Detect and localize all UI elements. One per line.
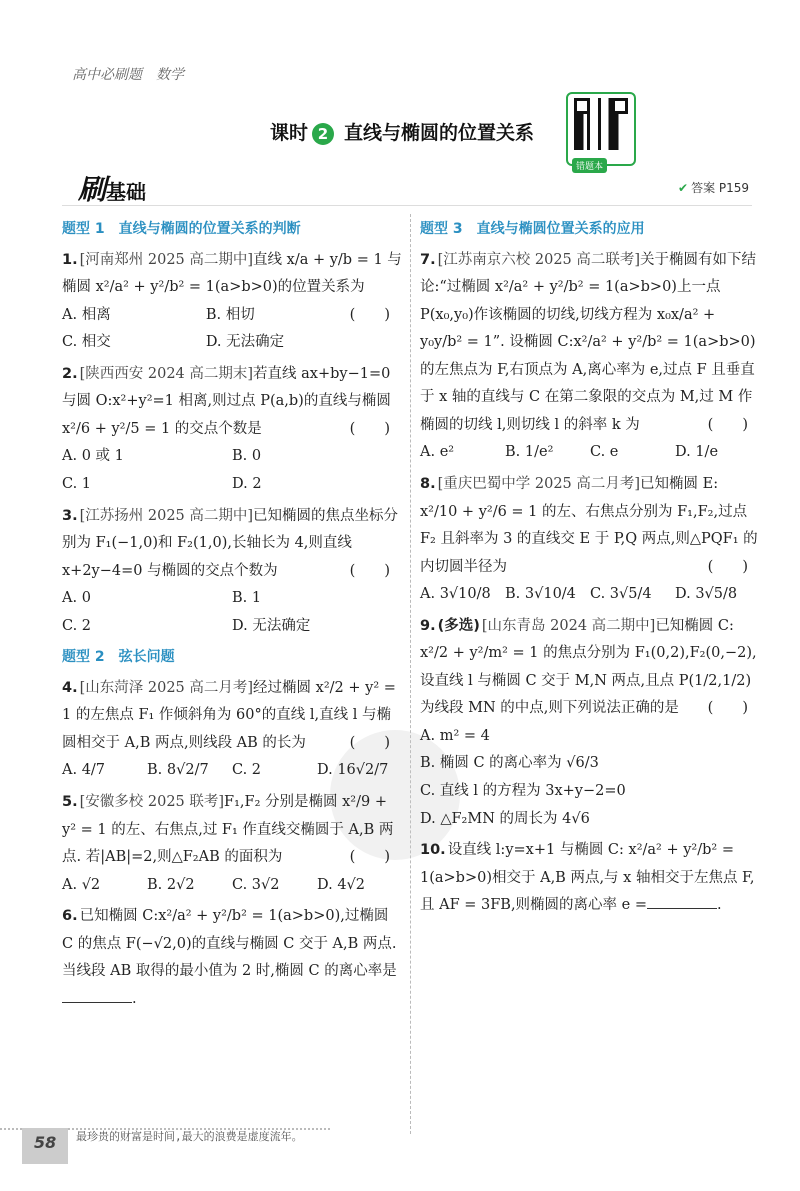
answer-paren: ( )	[349, 306, 390, 323]
option: C. 直线 l 的方程为 3x+y−2=0	[420, 782, 626, 799]
section-heading: 题型 2 弦长问题	[62, 649, 175, 666]
brand-text: 基础	[106, 180, 147, 204]
question-text: 已知椭圆 C:x²/a² + y²/b² = 1(a>b>0),过椭圆 C 的焦点 F(−√2,0)的直线与椭圆 C 交于 A,B 两点. 当线段 AB 取得的最小值为 2 时,椭圆 C 的离心率是	[62, 908, 397, 980]
book-header: 高中必刷题 数学	[72, 67, 184, 83]
option: A. 相离	[62, 306, 111, 323]
footer-motto: 最珍贵的财富是时间,最大的浪费是虚度流年。	[76, 1130, 303, 1143]
options	[62, 585, 402, 640]
option: D. 无法确定	[232, 617, 311, 634]
answer-paren: ( )	[707, 558, 748, 575]
lesson-title	[270, 118, 534, 145]
options	[420, 439, 760, 467]
multi-select-tag: (多选)	[437, 617, 480, 634]
option: C. 1	[62, 475, 92, 492]
option: D. 3√5/8	[675, 586, 738, 603]
option: B. 相切	[205, 306, 255, 323]
question-1	[62, 247, 402, 357]
question-text: 已知椭圆 E: x²/10 + y²/6 = 1 的左、右焦点分别为 F₁,F₂,过点 F₂ 且斜率为 3 的直线交 E 于 P,Q 两点,则△PQF₁ 的内切圆半径为	[420, 475, 758, 575]
right-column	[420, 212, 760, 920]
answer-blank[interactable]	[62, 1002, 132, 1003]
question-text: 若直线 ax+by−1=0 与圆 O:x²+y²=1 相离,则过点 P(a,b)的直线与椭圆 x²/6 + y²/5 = 1 的交点个数是	[62, 365, 391, 437]
answer-paren: ( )	[349, 420, 390, 437]
option: D. 4√2	[317, 876, 366, 893]
answer-reference	[678, 179, 749, 196]
option: B. 8√2/7	[147, 762, 209, 779]
question-source: [山东青岛 2024 高二期中]	[481, 617, 656, 634]
option: D. 16√2/7	[317, 762, 389, 779]
question-text: 已知椭圆 C: x²/2 + y²/m² = 1 的焦点分别为 F₁(0,2),F₂(0,−2),设直线 l 与椭圆 C 交于 M,N 两点,且点 P(1/2,1/2)为线段 MN 的中点,则下列说法正确的是	[420, 617, 757, 717]
option: B. 1	[232, 590, 262, 607]
question-number: 3.	[62, 507, 78, 524]
answer-paren: ( )	[707, 416, 748, 433]
question-number: 6.	[62, 908, 78, 925]
page-number: 58	[34, 1133, 57, 1152]
question-3	[62, 503, 402, 641]
question-2	[62, 361, 402, 499]
option: A. 0 或 1	[62, 448, 124, 465]
question-source: [山东菏泽 2025 高二月考]	[79, 679, 254, 696]
question-text: 已知椭圆的焦点坐标分别为 F₁(−1,0)和 F₂(1,0),长轴长为 4,则直线 x+2y−4=0 与椭圆的交点个数为	[62, 507, 399, 579]
answer-page: 答案 P159	[691, 181, 750, 195]
option: A. 4/7	[62, 762, 106, 779]
option: A. e²	[420, 444, 455, 461]
answer-paren: ( )	[349, 562, 390, 579]
qr-code-icon	[574, 98, 628, 150]
question-10	[420, 837, 760, 920]
question-number: 5.	[62, 794, 78, 811]
question-source: [江苏南京六校 2025 高二联考]	[437, 251, 641, 268]
question-end: .	[132, 990, 137, 1007]
question-4	[62, 675, 402, 785]
qr-label: 错题本	[572, 158, 607, 173]
left-column	[62, 212, 402, 1013]
column-divider	[410, 214, 411, 1134]
question-7	[420, 247, 760, 467]
lesson-name: 直线与椭圆的位置关系	[344, 122, 535, 144]
section-heading: 题型 3 直线与椭圆位置关系的应用	[420, 221, 645, 237]
answer-paren: ( )	[349, 734, 390, 751]
option: B. 2√2	[147, 876, 195, 893]
question-number: 9.	[420, 617, 436, 634]
question-text: 关于椭圆有如下结论:“过椭圆 x²/a² + y²/b² = 1(a>b>0)上一点 P(x₀,y₀)作该椭圆的切线,切线方程为 x₀x/a² + y₀y/b² = 1”. 设椭圆 C:x²/a² + y²/b² = 1(a>b>0)的左焦点为 F,右顶点为 A,离心率为 e,过点 F 且垂直于 x 轴的直线与 C 在第二象限的交点为 M,过 M 作椭圆的切线 l,则切线 l 的斜率 k 为	[420, 251, 757, 433]
option: D. △F₂MN 的周长为 4√6	[420, 810, 590, 827]
options	[420, 581, 760, 609]
option: A. 3√10/8	[420, 586, 491, 603]
check-icon: ✔	[678, 181, 689, 195]
option: C. 3√5/4	[590, 586, 652, 603]
option: C. 3√2	[232, 876, 280, 893]
lesson-prefix: 课时	[270, 122, 309, 144]
option: B. 椭圆 C 的离心率为 √6/3	[420, 755, 599, 772]
question-source: [安徽多校 2025 联考]	[79, 794, 225, 811]
question-source: [河南郑州 2025 高二期中]	[79, 251, 254, 268]
question-source: [重庆巴蜀中学 2025 高二月考]	[437, 475, 641, 492]
question-text: 经过椭圆 x²/2 + y² = 1 的左焦点 F₁ 作倾斜角为 60°的直线 l,直线 l 与椭圆相交于 A,B 两点,则线段 AB 的长为	[62, 679, 396, 751]
options	[62, 757, 402, 785]
option: C. 2	[232, 762, 262, 779]
options	[420, 723, 760, 833]
option: C. e	[590, 444, 619, 461]
lesson-number-badge: 2	[312, 123, 334, 145]
answer-blank[interactable]	[647, 908, 717, 909]
question-number: 2.	[62, 365, 78, 382]
question-6	[62, 903, 402, 1013]
qr-code[interactable]	[566, 92, 636, 172]
question-number: 10.	[420, 842, 446, 859]
option: B. 3√10/4	[505, 586, 576, 603]
question-end: .	[717, 897, 722, 914]
option: D. 无法确定	[205, 334, 285, 351]
option: D. 2	[232, 475, 262, 492]
option: B. 0	[232, 448, 262, 465]
question-number: 7.	[420, 251, 436, 268]
option: A. 0	[62, 590, 91, 607]
section-brand	[78, 168, 146, 208]
option: D. 1/e	[675, 444, 719, 461]
question-number: 1.	[62, 251, 78, 268]
divider	[62, 205, 752, 206]
question-9	[420, 613, 760, 833]
question-text: 设直线 l:y=x+1 与椭圆 C: x²/a² + y²/b² = 1(a>b>0)相交于 A,B 两点,与 x 轴相交于左焦点 F,且 AF = 3FB,则椭圆的离心率 e =	[420, 842, 755, 914]
question-number: 8.	[420, 475, 436, 492]
options	[62, 443, 402, 498]
question-text: 直线 x/a + y/b = 1 与椭圆 x²/a² + y²/b² = 1(a>b>0)的位置关系为	[62, 251, 402, 296]
option: C. 2	[62, 617, 92, 634]
option: B. 1/e²	[505, 444, 554, 461]
question-number: 4.	[62, 679, 78, 696]
options	[62, 302, 350, 357]
question-source: [陕西西安 2024 高二期末]	[79, 365, 254, 382]
brand-big-char: 刷	[78, 173, 107, 206]
question-5	[62, 789, 402, 899]
question-8	[420, 471, 760, 609]
question-source: [江苏扬州 2025 高二期中]	[79, 507, 254, 524]
section-heading: 题型 1 直线与椭圆的位置关系的判断	[62, 221, 301, 237]
answer-paren: ( )	[707, 700, 748, 717]
question-text: F₁,F₂ 分别是椭圆 x²/9 + y² = 1 的左、右焦点,过 F₁ 作直线交椭圆于 A,B 两点. 若|AB|=2,则△F₂AB 的面积为	[62, 794, 394, 866]
options	[62, 872, 402, 900]
option: A. m² = 4	[420, 727, 490, 744]
answer-paren: ( )	[349, 849, 390, 866]
option: A. √2	[62, 876, 101, 893]
option: C. 相交	[62, 334, 111, 351]
